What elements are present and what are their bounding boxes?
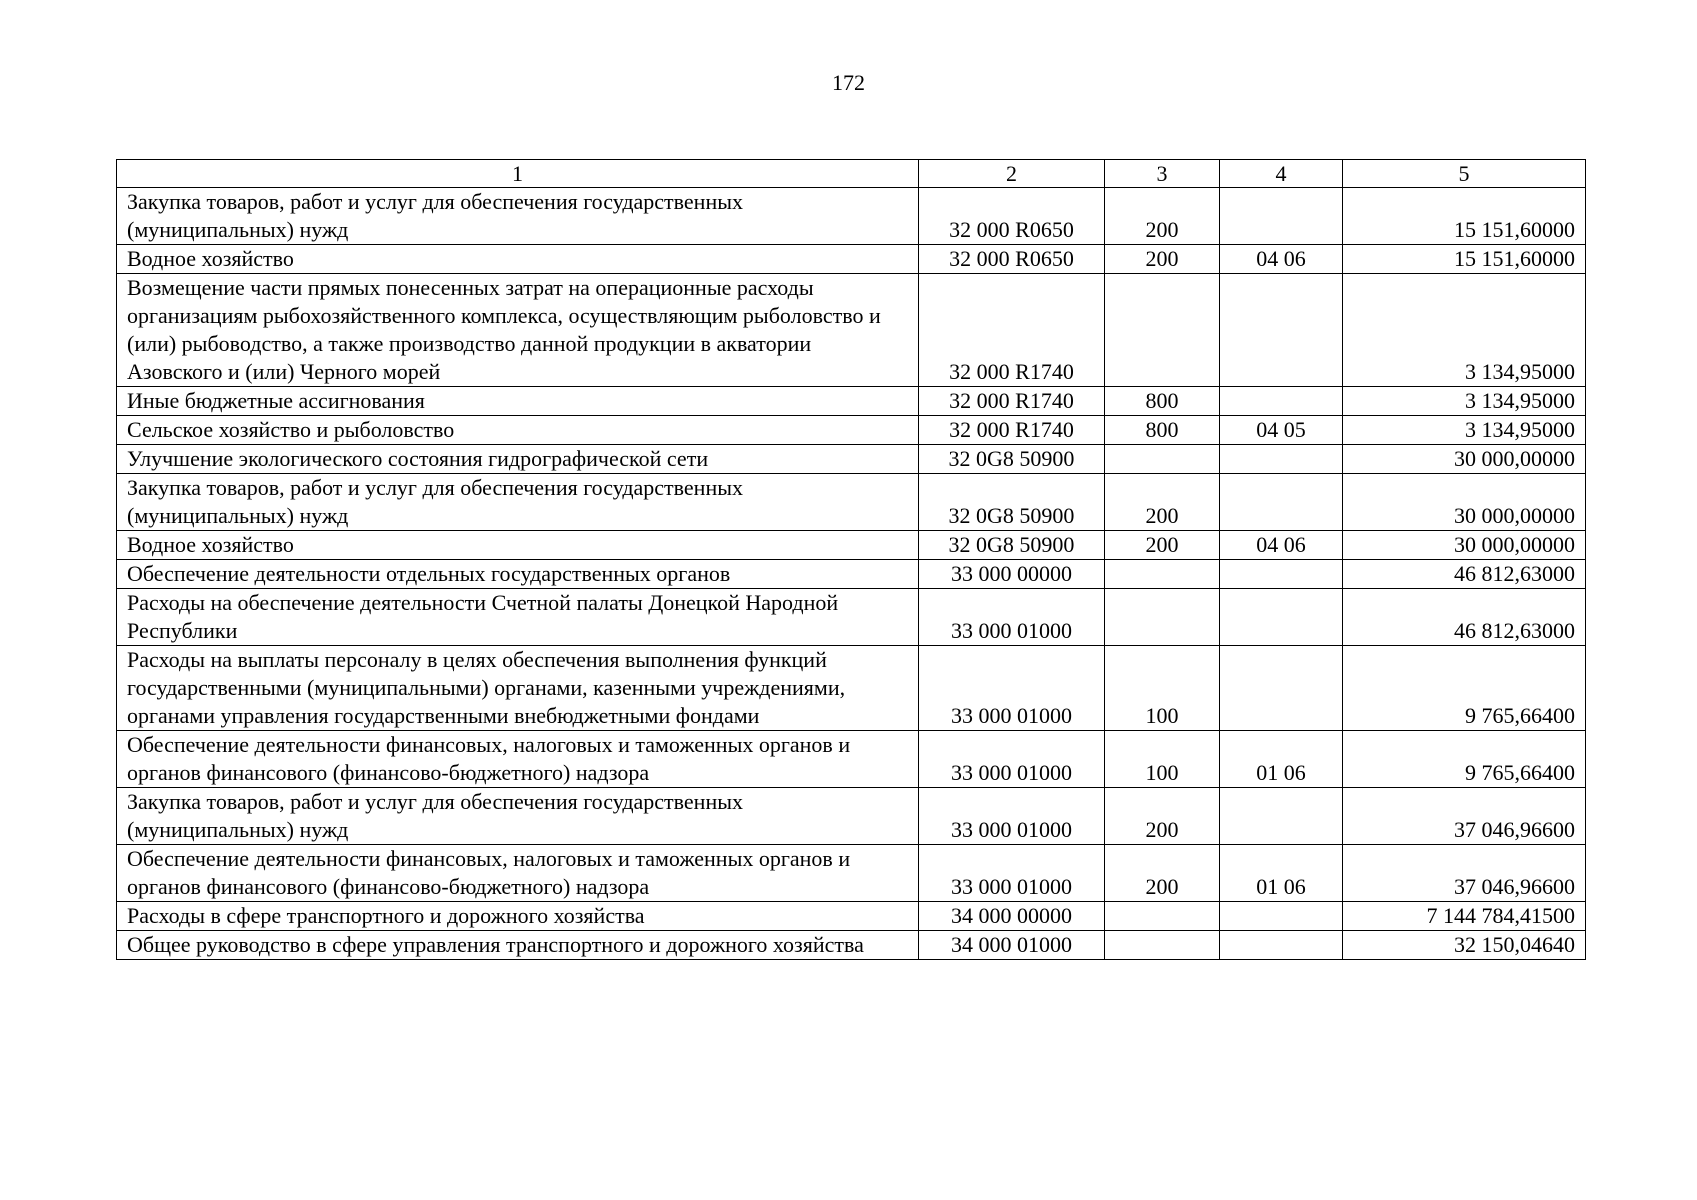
row-type-cell: 800: [1105, 387, 1220, 416]
table-row: [117, 902, 1586, 931]
row-section-cell: [1220, 931, 1343, 960]
row-amount-cell: 37 046,96600: [1343, 788, 1586, 845]
row-type-cell: 200: [1105, 474, 1220, 531]
row-amount-cell: 15 151,60000: [1343, 188, 1586, 245]
table-body: [117, 188, 1586, 960]
row-name-cell: Закупка товаров, работ и услуг для обеспечения государственных (муниципальных) нужд: [117, 188, 919, 245]
table-row: [117, 474, 1586, 531]
row-code-cell: 33 000 00000: [919, 560, 1105, 589]
table-row: [117, 788, 1586, 845]
row-name-cell: Общее руководство в сфере управления транспортного и дорожного хозяйства: [117, 931, 919, 960]
table-row: [117, 845, 1586, 902]
row-section-cell: [1220, 646, 1343, 731]
row-amount-cell: 30 000,00000: [1343, 474, 1586, 531]
row-type-cell: [1105, 931, 1220, 960]
table-row: [117, 245, 1586, 274]
row-amount-cell: 46 812,63000: [1343, 589, 1586, 646]
row-amount-cell: 9 765,66400: [1343, 731, 1586, 788]
header-col-3: 3: [1105, 160, 1220, 188]
row-code-cell: 33 000 01000: [919, 646, 1105, 731]
header-col-4: 4: [1220, 160, 1343, 188]
row-code-cell: 33 000 01000: [919, 845, 1105, 902]
row-code-cell: 32 0G8 50900: [919, 531, 1105, 560]
row-type-cell: 200: [1105, 188, 1220, 245]
row-section-cell: [1220, 274, 1343, 387]
table-row: [117, 531, 1586, 560]
row-code-cell: 32 000 R0650: [919, 188, 1105, 245]
row-amount-cell: 7 144 784,41500: [1343, 902, 1586, 931]
row-amount-cell: 15 151,60000: [1343, 245, 1586, 274]
row-amount-cell: 30 000,00000: [1343, 531, 1586, 560]
table-row: [117, 560, 1586, 589]
row-code-cell: 34 000 01000: [919, 931, 1105, 960]
header-col-5: 5: [1343, 160, 1586, 188]
row-code-cell: 32 000 R1740: [919, 416, 1105, 445]
row-name-cell: Расходы на обеспечение деятельности Счетной палаты Донецкой Народной Республики: [117, 589, 919, 646]
row-name-cell: Обеспечение деятельности финансовых, налоговых и таможенных органов и органов финансового (финансово-бюджетного) надзора: [117, 845, 919, 902]
row-name-cell: Закупка товаров, работ и услуг для обеспечения государственных (муниципальных) нужд: [117, 474, 919, 531]
row-type-cell: 100: [1105, 646, 1220, 731]
row-name-cell: Закупка товаров, работ и услуг для обеспечения государственных (муниципальных) нужд: [117, 788, 919, 845]
row-amount-cell: 37 046,96600: [1343, 845, 1586, 902]
row-section-cell: [1220, 474, 1343, 531]
row-section-cell: [1220, 188, 1343, 245]
row-section-cell: 04 05: [1220, 416, 1343, 445]
table-row: [117, 646, 1586, 731]
row-amount-cell: 9 765,66400: [1343, 646, 1586, 731]
row-section-cell: [1220, 387, 1343, 416]
row-type-cell: 200: [1105, 788, 1220, 845]
table-row: [117, 188, 1586, 245]
row-type-cell: 800: [1105, 416, 1220, 445]
row-code-cell: 32 000 R1740: [919, 387, 1105, 416]
table-row: [117, 931, 1586, 960]
row-section-cell: 04 06: [1220, 245, 1343, 274]
row-name-cell: Расходы в сфере транспортного и дорожного хозяйства: [117, 902, 919, 931]
row-section-cell: [1220, 902, 1343, 931]
table-row: [117, 445, 1586, 474]
row-name-cell: Улучшение экологического состояния гидрографической сети: [117, 445, 919, 474]
row-code-cell: 33 000 01000: [919, 788, 1105, 845]
row-code-cell: 33 000 01000: [919, 589, 1105, 646]
row-type-cell: [1105, 560, 1220, 589]
row-name-cell: Возмещение части прямых понесенных затрат на операционные расходы организациям рыбохозяйственного комплекса, осуществляющим рыболовство и (или) рыбоводство, а также производство данной продукции в акватории Азовского и (или) Черного морей: [117, 274, 919, 387]
row-section-cell: 04 06: [1220, 531, 1343, 560]
row-code-cell: 32 0G8 50900: [919, 474, 1105, 531]
header-col-1: 1: [117, 160, 919, 188]
table-row: [117, 387, 1586, 416]
table-row: [117, 731, 1586, 788]
row-code-cell: 32 000 R1740: [919, 274, 1105, 387]
table-row: [117, 416, 1586, 445]
table-header-row: [117, 160, 1586, 188]
row-code-cell: 34 000 00000: [919, 902, 1105, 931]
row-section-cell: 01 06: [1220, 845, 1343, 902]
table-row: [117, 589, 1586, 646]
row-amount-cell: 32 150,04640: [1343, 931, 1586, 960]
row-type-cell: 200: [1105, 245, 1220, 274]
row-amount-cell: 3 134,95000: [1343, 416, 1586, 445]
row-type-cell: 200: [1105, 531, 1220, 560]
row-name-cell: Обеспечение деятельности финансовых, налоговых и таможенных органов и органов финансового (финансово-бюджетного) надзора: [117, 731, 919, 788]
row-amount-cell: 3 134,95000: [1343, 274, 1586, 387]
table-row: [117, 274, 1586, 387]
header-col-2: 2: [919, 160, 1105, 188]
row-amount-cell: 46 812,63000: [1343, 560, 1586, 589]
page-number: 172: [832, 70, 865, 95]
row-name-cell: Сельское хозяйство и рыболовство: [117, 416, 919, 445]
row-type-cell: [1105, 274, 1220, 387]
row-name-cell: Водное хозяйство: [117, 531, 919, 560]
row-type-cell: [1105, 589, 1220, 646]
row-section-cell: [1220, 589, 1343, 646]
row-type-cell: 100: [1105, 731, 1220, 788]
row-type-cell: 200: [1105, 845, 1220, 902]
row-section-cell: 01 06: [1220, 731, 1343, 788]
row-type-cell: [1105, 445, 1220, 474]
row-section-cell: [1220, 445, 1343, 474]
row-name-cell: Обеспечение деятельности отдельных государственных органов: [117, 560, 919, 589]
row-name-cell: Водное хозяйство: [117, 245, 919, 274]
row-name-cell: Расходы на выплаты персоналу в целях обеспечения выполнения функций государственными (муниципальными) органами, казенными учреждениями, органами управления государственными внебюджетными фондами: [117, 646, 919, 731]
row-code-cell: 32 000 R0650: [919, 245, 1105, 274]
row-code-cell: 33 000 01000: [919, 731, 1105, 788]
row-type-cell: [1105, 902, 1220, 931]
budget-table: [116, 159, 1586, 960]
row-section-cell: [1220, 788, 1343, 845]
row-section-cell: [1220, 560, 1343, 589]
row-name-cell: Иные бюджетные ассигнования: [117, 387, 919, 416]
row-amount-cell: 30 000,00000: [1343, 445, 1586, 474]
row-amount-cell: 3 134,95000: [1343, 387, 1586, 416]
row-code-cell: 32 0G8 50900: [919, 445, 1105, 474]
